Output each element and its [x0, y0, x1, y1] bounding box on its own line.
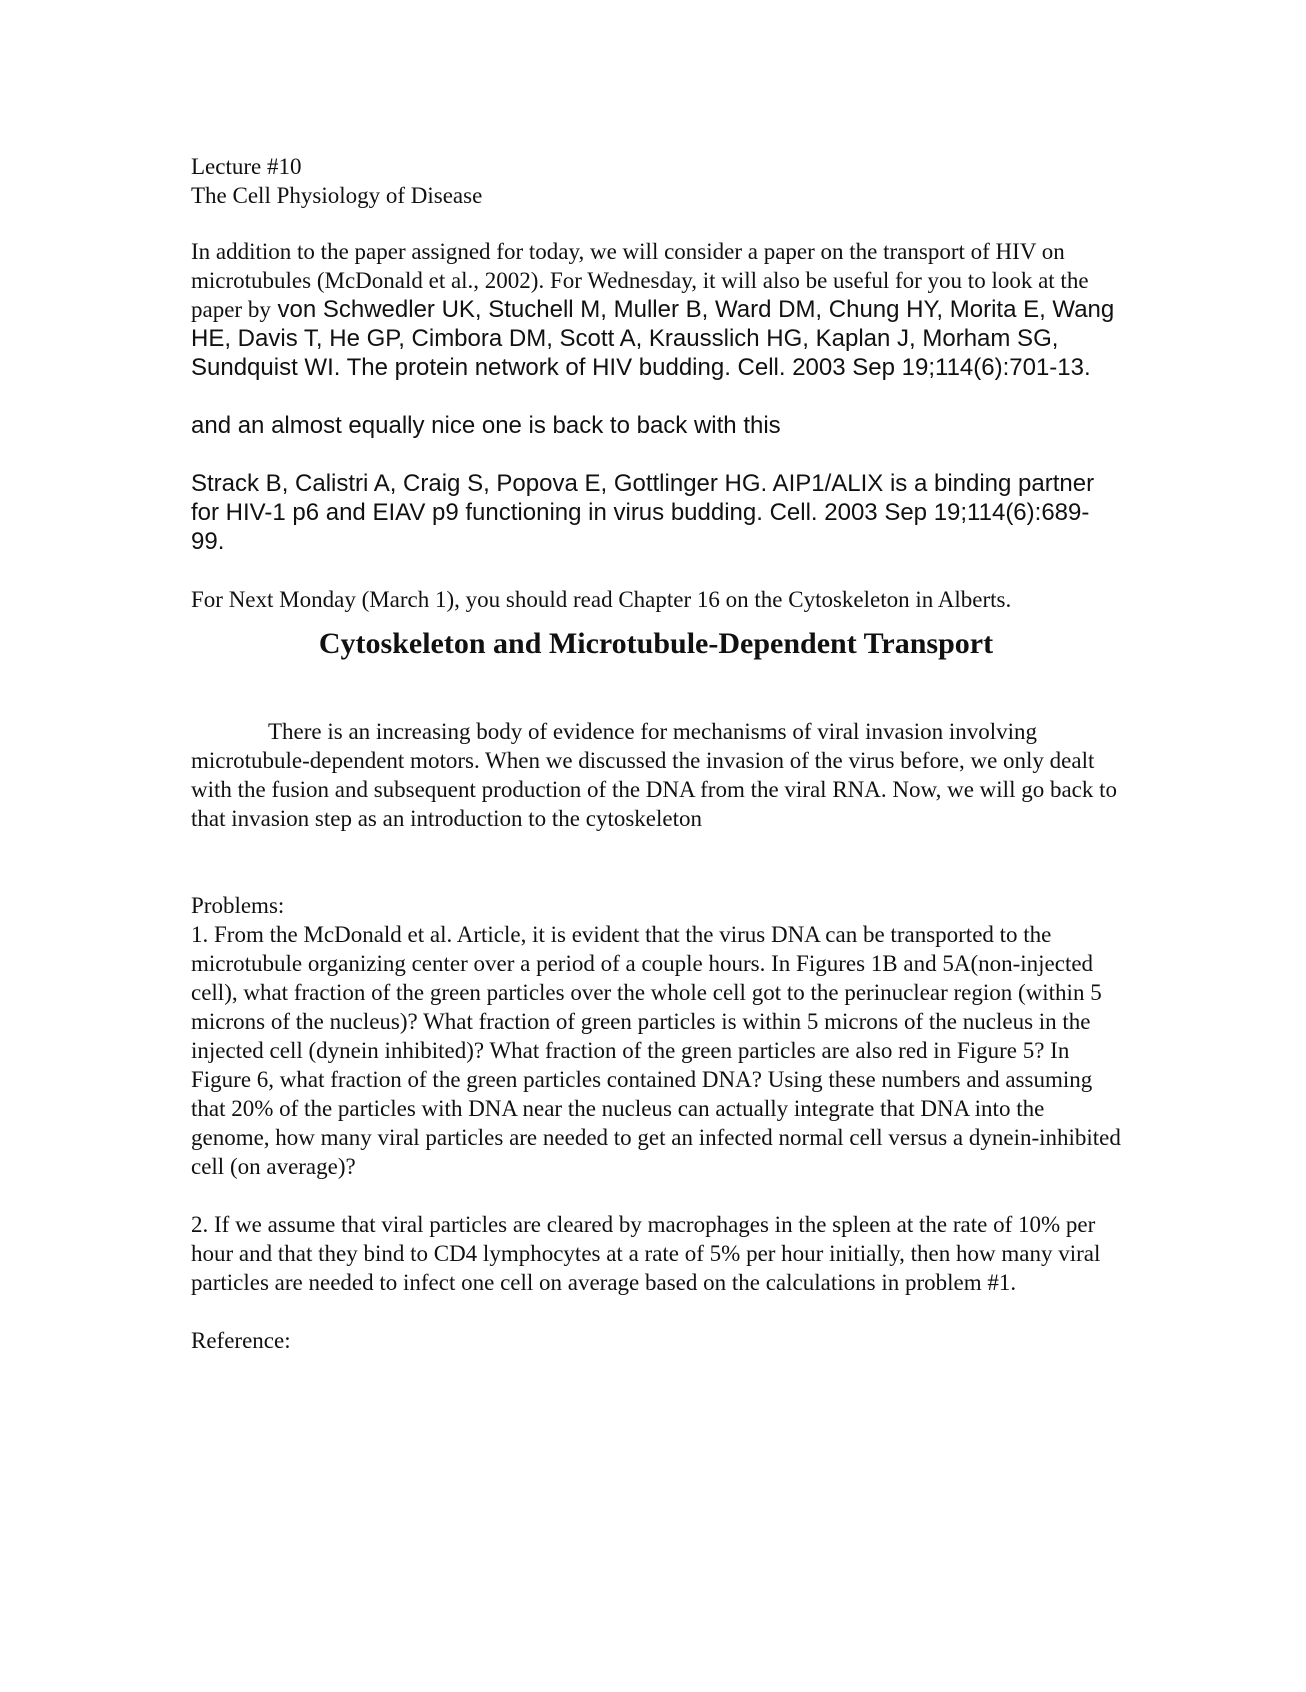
- lecture-number: Lecture #10: [191, 154, 302, 179]
- problems-label: Problems:: [191, 893, 285, 918]
- nice-one-note: and an almost equally nice one is back to back with this: [191, 412, 781, 439]
- next-monday-note: For Next Monday (March 1), you should read Chapter 16 on the Cytoskeleton in Alberts.: [191, 587, 1012, 612]
- intro-paragraph: [191, 237, 1121, 382]
- document-content: [191, 152, 1121, 1355]
- von-schwedler-reference: von Schwedler UK, Stuchell M, Muller B, Ward DM, Chung HY, Morita E, Wang HE, Davis T, He GP, Cimbora DM, Scott A, Krausslich HG, Kaplan J, Morham SG, Sundquist WI. The protein network of HIV budding. Cell. 2003 Sep 19;114(6):701-13.: [191, 296, 1115, 381]
- problem-2: 2. If we assume that viral particles are cleared by macrophages in the spleen at the rate of 10% per hour and that they bind to CD4 lymphocytes at a rate of 5% per hour initially, then how many viral particles are needed to infect one cell on average based on the calculations in problem #1.: [191, 1212, 1101, 1295]
- body-paragraph: There is an increasing body of evidence for mechanisms of viral invasion involving microtubule-dependent motors. When we discussed the invasion of the virus before, we only dealt with the fusion and subsequent production of the DNA from the viral RNA. Now, we will go back to that invasion step as an introduction to the cytoskeleton: [191, 719, 1118, 831]
- strack-reference: Strack B, Calistri A, Craig S, Popova E, Gottlinger HG. AIP1/ALIX is a binding partner for HIV-1 p6 and EIAV p9 functioning in virus budding. Cell. 2003 Sep 19;114(6):689-99.: [191, 470, 1095, 555]
- intro-serif-text: In addition to the paper assigned for today, we will consider a paper on the transport of HIV on microtubules (McDonald et al., 2002). For Wednesday, it will also be useful for you to look at the paper by: [191, 239, 1089, 322]
- section-title: Cytoskeleton and Microtubule-Dependent Transport: [318, 627, 994, 660]
- problem-1: 1. From the McDonald et al. Article, it is evident that the virus DNA can be transported to the microtubule organizing center over a period of a couple hours. In Figures 1B and 5A(non-injected cell), what fraction of the green particles over the whole cell got to the perinuclear region (within 5 microns of the nucleus)? What fraction of green particles is within 5 microns of the nucleus in the injected cell (dynein inhibited)? What fraction of the green particles are also red in Figure 5? In Figure 6, what fraction of the green particles contained DNA? Using these numbers and assuming that 20% of the particles with DNA near the nucleus can actually integrate that DNA into the genome, how many viral particles are needed to get an infected normal cell versus a dynein-inhibited cell (on average)?: [191, 922, 1121, 1179]
- course-title: The Cell Physiology of Disease: [191, 183, 483, 208]
- reference-label: Reference:: [191, 1328, 291, 1353]
